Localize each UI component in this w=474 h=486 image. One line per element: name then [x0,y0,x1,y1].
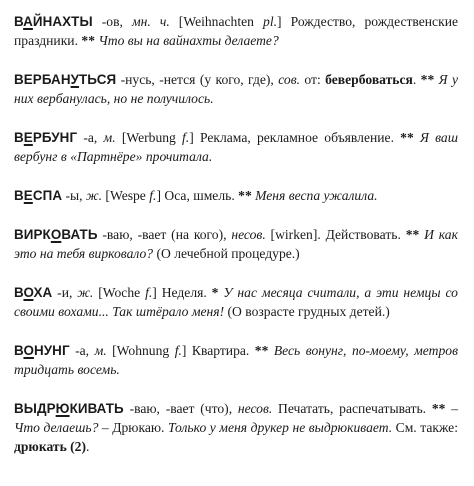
part-of-speech: мн. ч. [131,14,170,29]
cross-reference: дрюкать (2) [14,439,87,454]
etymology: [Wespe f.] [105,188,161,203]
example: Меня веспа ужалила. [255,188,378,203]
part-of-speech: сов. [278,72,301,87]
stars: * [211,285,219,300]
etymology: [wirken]. [270,227,321,242]
usage-note: (О возрасте грудных детей.) [227,304,390,319]
grammar: -а, [83,130,98,145]
example-answer: – Дрюкаю. [101,420,165,435]
grammar: -ваю, -вает (на кого), [102,227,227,242]
entry-vonung [14,341,458,379]
entry-vespa [14,186,458,205]
cross-reference: бевербоваться [325,72,413,87]
headword: ВОНУНГ [14,343,70,358]
stars: ** [400,130,414,145]
part-of-speech: несов. [237,401,273,416]
part-of-speech: м. [103,130,116,145]
definition: Неделя. [161,285,207,300]
entry-verbung [14,128,458,166]
stars: ** [238,188,252,203]
definition: Рождество, рождественские праздники. [14,14,459,48]
example-question: – Что делаешь? [14,401,459,435]
stars: ** [431,401,446,416]
entry-verbanutsya: ВЕРБАНУТЬСЯ -нусь, -нется (у кого, где), сов. от: бевербоваться. ** Я у них вербанулась, но не получилось. [14,72,458,106]
see-also-label: См. также: [395,420,458,435]
headword: ВЕРБАНУТЬСЯ [14,72,117,87]
from-label: от: [304,72,321,87]
definition: Действовать. [325,227,401,242]
headword: ВОХА [14,285,53,300]
definition: Квартира. [191,343,250,358]
headword: ВЫДРЮКИВАТЬ [14,401,124,416]
entry-vokha [14,283,458,321]
dictionary-page [14,12,458,476]
entry-vydryukivat: ВЫДРЮКИВАТЬ -ваю, -вает (что), несов. Печатать, распечатывать. ** – Что делаешь? – Дрюкаю. Только у меня друкер не выдрюкивает. См. также: дрюкать (2). [14,401,459,454]
definition: Печатать, распечатывать. [278,401,427,416]
part-of-speech: ж. [85,188,103,203]
stars: ** [81,33,95,48]
part-of-speech: ж. [77,285,94,300]
grammar: -ы, [65,188,83,203]
grammar: -а, [75,343,90,358]
example: Весь вонунг, по-моему, метров тридцать восемь. [14,343,458,377]
headword: ВЕСПА [14,188,63,203]
headword: ВАЙНАХТЫ [14,14,93,29]
entry-vainakhty [14,12,458,50]
etymology: [Werbung f.] [121,130,194,145]
example: И как это на тебя вирковало? [14,227,458,261]
etymology: [Woche f.] [98,285,157,300]
example: Что вы на вайнахты делаете? [98,33,279,48]
example: У нас месяца считали, а эти немцы со своими вохами... Так штёрало меня! [14,285,458,319]
part-of-speech: несов. [231,227,266,242]
definition: Реклама, рекламное объявление. [199,130,394,145]
headword: ВИРКОВАТЬ [14,227,98,242]
entry-virkovat [14,225,458,263]
stars: ** [254,343,269,358]
example: Я у них вербанулась, но не получилось. [14,72,458,106]
definition: Оса, шмель. [164,188,235,203]
grammar: -нусь, -нется (у кого, где), [120,72,274,87]
stars: ** [420,72,435,87]
headword: ВЕРБУНГ [14,130,78,145]
grammar: -ваю, -вает (что), [129,401,233,416]
grammar: -и, [57,285,73,300]
example-continuation: Только у меня друкер не выдрюкивает. [167,420,393,435]
usage-note: (О лечебной процедуре.) [156,246,300,261]
etymology: [Wohnung f.] [112,343,187,358]
part-of-speech: м. [94,343,107,358]
example: Я ваш вербунг в «Партнёре» прочитала. [14,130,458,164]
grammar: -ов, [101,14,123,29]
etymology: [Weihnachten pl.] [178,14,282,29]
stars: ** [405,227,420,242]
